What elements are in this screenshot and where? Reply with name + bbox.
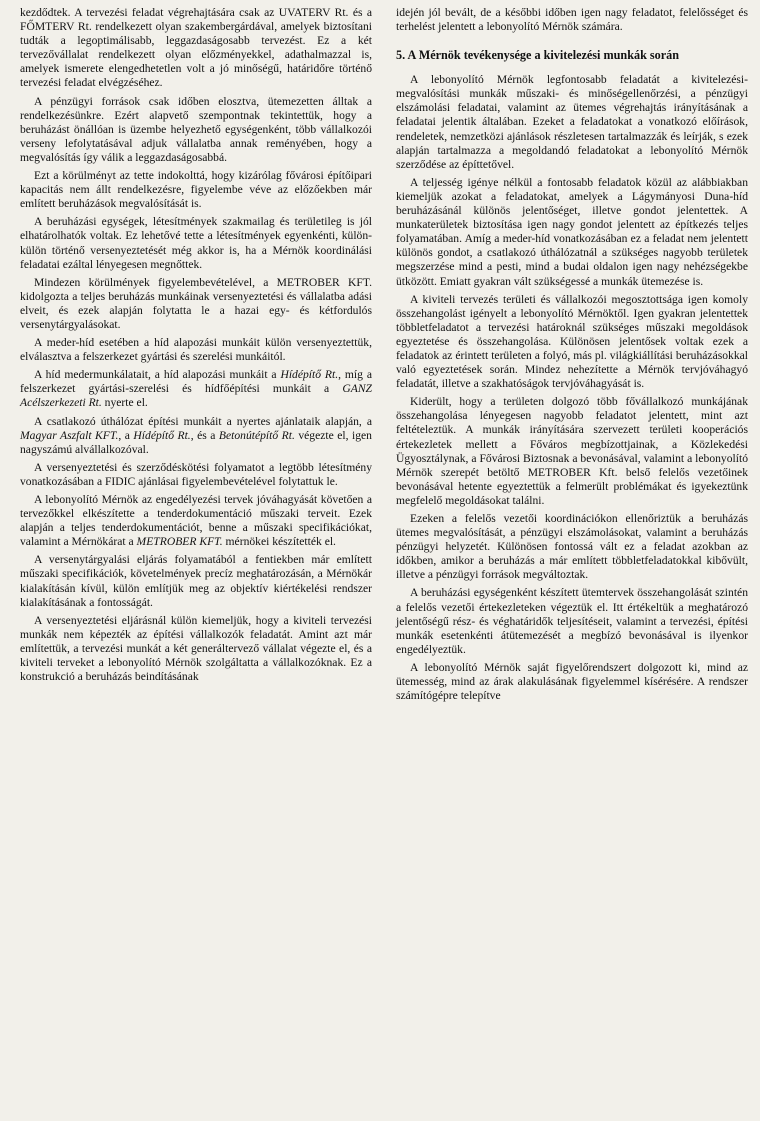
text-run: végezte el, igen nagyszámú alvállalkozóval. [20, 428, 372, 456]
paragraph: A versenytárgyalási eljárás folyamatából a fentiekben már említett műszaki specifikációk, követelmények precíz meghatározásán, a Mérnökár kialakításán kívül, külön említjük meg az objektív kiértékelési rendszer kialakításának a fontosságát. [20, 553, 372, 609]
company-name: Betonútépítő Rt. [218, 428, 295, 442]
text-run: A híd medermunkálatait, a híd alapozási munkáit a [34, 368, 281, 382]
text-run: A csatlakozó úthálózat építési munkáit a nyertes ajánlataik alapján, a [34, 414, 372, 428]
paragraph: A kiviteli tervezés területi és vállalkozói megosztottsága igen komoly összehangolást igényelt a lebonyolító Mérnöktől. Igen gyakran jelentettek többletfeladatot a tervezési határoknál szükséges műszaki megoldások egyeztetése és összehangolása. Különösen jelentősek voltak ezek a feladatok az érintett területen a folyó, más pl. világkiállítási beruházásokkal való egyeztetések során. Mindez nehezítette a Mérnök tervjóváhagyó feladatát, illetve a szakhatóságok tervjóváhagyását is. [396, 292, 748, 391]
paragraph: A versenyeztetési és szerződéskötési folyamatot a legtöbb létesítmény vonatkozásában a FIDIC ajánlásai figyelembevételével folytattuk le. [20, 460, 372, 488]
text-run: mérnökei készítették el. [222, 535, 336, 549]
left-column [20, 6, 372, 688]
text-run: , és a [190, 428, 219, 442]
paragraph: Ezeken a felelős vezetői koordinációkon ellenőriztük a beruházás ütemes megvalósítását, a pénzügyi elszámolásokat, valamint a beruházás pénzügyi helyzetét. Különösen fontossá vált ez a feladat azokban az időkben, amikor a beruházás a már említett többletfeladatokkal kibővült, illetve a pénzügyi források megváltoztak. [396, 512, 748, 582]
text-run: , a [118, 428, 134, 442]
company-name: Hídépítő Rt. [280, 368, 339, 382]
paragraph: idején jól bevált, de a későbbi időben igen nagy feladatot, felelősséget és terhelést jelentett a lebonyolító Mérnök számára. [396, 6, 748, 34]
company-name: Magyar Aszfalt KFT. [20, 428, 119, 442]
company-name: GANZ Acélszerkezeti Rt. [20, 382, 372, 410]
paragraph: kezdődtek. A tervezési feladat végrehajtására csak az UVATERV Rt. és a FŐMTERV Rt. rendelkezett olyan szakembergárdával, amelyek biztosítani tudták a legoptimálisabb, leggazdaságosabb tervezést. Ez a két tervezővállalat rendelkezett olyan előzményekkel, adathalmazzal is, amelyek ismerete elengedhetetlen volt a jó minőségű, határidőre történő tervezési feladat elvégzéséhez. [20, 6, 372, 90]
text-run: nyerte el. [101, 396, 148, 410]
paragraph: Ezt a körülményt az tette indokolttá, hogy kizárólag fővárosi építőipari kapacitás nem állt rendelkezésre, figyelembe véve az előzőekben már említett beruházások megvalósítását is. [20, 169, 372, 211]
paragraph: Mindezen körülmények figyelembevételével, a METROBER KFT. kidolgozta a teljes beruházás munkáinak versenyeztetési és vállalatba adási elveit, és ezek alapján folytatta le a hazai egy- és kétfordulós versenytárgyalásokat. [20, 275, 372, 331]
paragraph: A teljesség igénye nélkül a fontosabb feladatok közül az alábbiakban kiemeljük azokat a feladatokat, amelyek a Lágymányosi Duna-híd beruházásánál különös jelentőséget, illetve gondot jelentettek. A munkaterületek biztosítása igen nagy gondot jelentett az építkezés teljes folyamatában. Amíg a meder-híd vonatkozásában ez a feladat nem jelentett különös gondot, a csatlakozó úthálózatnál a szükséges nagyobb területek megszerzése mind a pesti, mind a budai oldalon igen nagy nehézségekbe ütközött. Emiatt gyakran vált szükségessé a munkák ütemezése is. [396, 175, 748, 288]
section-heading: 5. A Mérnök tevékenysége a kivitelezési munkák során [396, 48, 680, 63]
paragraph-road-contractors [20, 415, 372, 457]
company-name: Hídépítő Rt. [133, 428, 191, 442]
paragraph: A beruházási egységenként készített ütemtervek összehangolását szintén a felelős vezetői értekezleteken végeztük el. Itt értékeltük a meghatározó jelentőségű rész- és véghatáridők teljesítéseit, valamint a tervezési, építési munkák esetenkénti átütemezését a megbízó bevonásával is ilyenkor engedélyeztük. [396, 586, 748, 656]
text-run: A lebonyolító Mérnök az engedélyezési tervek jóváhagyását követően a tervezőkkel elkészítette a tenderdokumentáció műszaki terveit. Ezek alapján a teljes tenderdokumentációt, benne a műszaki specifikációkat, valamint a Mérnökárat a [20, 493, 372, 549]
paragraph: A pénzügyi források csak időben elosztva, ütemezetten álltak a rendelkezésünkre. Ezért alapvető szempontnak tekintettük, hogy a beruházást önállóan is üzembe helyezhető egységenként, több vállalkozói verseny lefolytatásával adjuk vállalatba annak reményében, hogy a megvalósítás így válik a leggazdaságosabbá. [20, 94, 372, 164]
paragraph: A meder-híd esetében a híd alapozási munkáit külön versenyeztettük, elválasztva a felszerkezet gyártási és szerelési munkáitól. [20, 336, 372, 364]
paragraph: A lebonyolító Mérnök saját figyelőrendszert dolgozott ki, mind az ütemesség, mind az árak alakulásának figyelemmel kísérésére. A rendszer számítógépre telepítve [396, 660, 748, 703]
company-name: METROBER KFT. [136, 535, 223, 549]
paragraph-engineer [20, 493, 372, 549]
right-column [396, 6, 748, 707]
paragraph: Kiderült, hogy a területen dolgozó több fővállalkozó munkájának összehangolása lényegesen nagyobb feladatot jelentett, mint azt feltételeztük. A munkák irányítására szervezett területi kooperációs értekezletek mellett a Főváros megbízottjainak, a Közlekedési Ügyosztálynak, a Fővárosi Biztosnak a bevonásával, valamint a lebonyolító Mérnök szerepét betöltő METROBER Kft. belső felelős vezetőinek bevonásával hetente egyeztettük a felmerült problémákat és igyekeztünk megfelelő megoldásokat találni. [396, 395, 748, 507]
paragraph: A lebonyolító Mérnök legfontosabb feladatát a kivitelezési-megvalósítási munkák műszaki- és minőségellenőrzési, a pénzügyi elszámolási feladatai, valamint az ütemes végrehajtás irányításának a feladatai jelentik általában. Ezeket a feladatokat a vonatkozó előírások, rendeletek, nemzetközi ajánlások részletesen tartalmazzák és leírják, s ezek alapján tartalmazza a megoldandó feladatokat a lebonyolító Mérnök szerződése az építtetővel. [396, 73, 748, 171]
paragraph: A versenyeztetési eljárásnál külön kiemeljük, hogy a kiviteli tervezési munkák nem képezték az építési vállalkozók feladatát. Amint azt már említettük, a tervezési munkát a két generáltervező vállalat végezte el, és a kiviteli terveket a lebonyolító Mérnök szolgáltatta a vállalkozóknak. Ez a konstrukció a beruházás beindításának [20, 613, 372, 684]
paragraph: A beruházási egységek, létesítmények szakmailag és területileg is jól elhatárolhatók voltak. Ez lehetővé tette a létesítmények egyenkénti, külön-külön történő versenyeztetését még akkor is, ha a Mérnök koordinálási feladatai ezáltal lényegesen megnőttek. [20, 215, 372, 271]
text-run: , míg a felszerkezet gyártási-szerelési és hídfőépítési munkáit a [20, 368, 372, 396]
paragraph-bridge-contractors [20, 368, 372, 410]
